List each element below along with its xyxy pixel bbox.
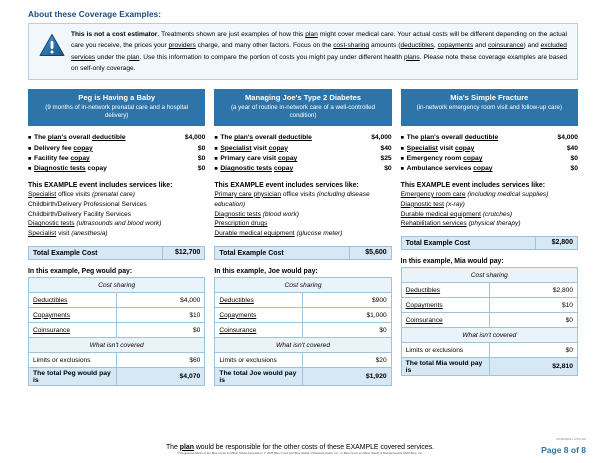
fact-row — [214, 144, 391, 154]
service-item: Diagnostic tests (blood work) — [214, 210, 299, 218]
service-item: Childbirth/Delivery Professional Services — [28, 200, 147, 208]
not-covered-header: What isn't covered — [29, 338, 205, 353]
fact-value: $25 — [380, 155, 392, 163]
square-bullet-icon: ■ — [214, 135, 218, 142]
footer-responsibility-note: The plan would be responsible for the other costs of these EXAMPLE covered services. — [165, 443, 435, 451]
fact-value: $0 — [197, 165, 206, 173]
services-list-peg — [28, 182, 205, 239]
page-title: About these Coverage Examples: — [28, 10, 162, 19]
table-row — [401, 298, 577, 313]
example-column-joe — [214, 89, 391, 386]
pay-title: In this example, Peg would pay: — [28, 268, 133, 276]
square-bullet-icon: ■ — [400, 156, 405, 163]
services-title: This EXAMPLE event includes services like: — [400, 181, 546, 189]
total-example-cost-peg — [28, 246, 205, 260]
table-row — [401, 343, 577, 358]
fact-label: Diagnostic tests copay — [34, 165, 107, 173]
table-total-row — [215, 368, 391, 386]
warning-triangle-icon — [35, 29, 69, 57]
total-pay-label: The total Peg would pay is — [29, 368, 117, 386]
fact-label: The plan's overall deductible — [34, 134, 126, 142]
total-label: Total Example Cost — [33, 249, 98, 257]
cost-sharing-table-mia — [401, 267, 578, 376]
service-item: Diagnostic test (x-ray) — [400, 200, 465, 208]
fact-value: $4,000 — [371, 134, 392, 142]
row-label: Copayments — [215, 308, 303, 323]
example-header-mia — [401, 89, 578, 126]
fact-label: Diagnostic tests copay — [220, 165, 294, 173]
table-row — [29, 353, 205, 368]
example-header-joe — [214, 89, 391, 126]
fact-row — [401, 164, 578, 174]
fact-value: $0 — [570, 165, 578, 173]
total-label: Total Example Cost — [219, 249, 284, 257]
fact-label: Emergency room copay — [406, 155, 483, 163]
fact-row — [28, 144, 205, 154]
table-row — [29, 308, 205, 323]
row-value: $0 — [489, 313, 577, 328]
notice-box — [28, 23, 578, 80]
fact-value: $0 — [570, 155, 578, 163]
total-value: $2,800 — [535, 237, 577, 249]
table-section-row — [29, 278, 205, 293]
fact-row — [214, 133, 391, 143]
example-column-mia — [401, 89, 578, 386]
cost-sharing-table-peg — [28, 277, 205, 386]
table-row — [215, 323, 391, 338]
fact-label: Delivery fee copay — [34, 144, 93, 152]
row-value: $0 — [117, 323, 205, 338]
cost-sharing-header: Cost sharing — [401, 268, 577, 283]
page-footer — [0, 444, 600, 455]
table-section-row — [215, 278, 391, 293]
total-pay-value: $1,920 — [303, 368, 391, 386]
table-section-row — [29, 338, 205, 353]
row-value: $60 — [117, 353, 205, 368]
row-value: $900 — [303, 293, 391, 308]
square-bullet-icon: ■ — [28, 156, 32, 163]
row-value: $1,000 — [303, 308, 391, 323]
table-row — [215, 293, 391, 308]
fact-row — [401, 154, 578, 164]
fact-row — [401, 144, 578, 154]
example-title: Peg is Having a Baby — [78, 93, 156, 103]
total-label: Total Example Cost — [405, 239, 471, 247]
plan-facts-joe — [214, 133, 391, 175]
square-bullet-icon: ■ — [214, 145, 218, 152]
row-value: $4,000 — [117, 293, 205, 308]
examples-columns — [28, 89, 578, 386]
table-section-row — [215, 338, 391, 353]
fact-row — [214, 154, 391, 164]
square-bullet-icon: ■ — [400, 166, 405, 173]
table-row — [401, 313, 577, 328]
fact-row — [28, 164, 205, 174]
cost-sharing-header: Cost sharing — [215, 278, 391, 293]
total-pay-value: $4,070 — [117, 368, 205, 386]
print-timestamp: 00/00/0000 | 1/1% AM — [556, 437, 586, 441]
plan-facts-peg — [28, 133, 205, 175]
example-subtitle: (in-network emergency room visit and follow-up care) — [416, 103, 563, 111]
row-label: Copayments — [29, 308, 117, 323]
fact-value: $4,000 — [557, 134, 578, 142]
services-list-mia — [401, 182, 578, 230]
table-total-row — [29, 368, 205, 386]
total-pay-label: The total Joe would pay is — [215, 368, 303, 386]
row-value: $10 — [117, 308, 205, 323]
service-item: Diagnostic tests (ultrasounds and blood work) — [28, 220, 162, 228]
fact-value: $0 — [197, 155, 206, 163]
fact-row — [28, 133, 205, 143]
table-section-row — [401, 268, 577, 283]
fact-row — [401, 133, 578, 143]
notice-text — [69, 29, 569, 74]
table-row — [29, 323, 205, 338]
footer-fine-print: ® Registered Marks of the Blue Cross and Blue Shield Association. © 2025 Blue Cross and Blue Shield of Massachusetts, Inc., or Blue Cross and Blue Shield of Massachusetts HMO Blue, Inc. — [177, 450, 423, 455]
services-title: This EXAMPLE event includes services like: — [214, 181, 359, 189]
notice-lead: This is not a cost estimator — [71, 31, 158, 38]
table-row — [401, 283, 577, 298]
row-label: Limits or exclusions — [215, 353, 303, 368]
plan-facts-mia — [401, 133, 578, 175]
service-item: Childbirth/Delivery Facility Services — [28, 210, 131, 218]
square-bullet-icon: ■ — [214, 166, 218, 173]
table-total-row — [401, 358, 577, 376]
row-value: $2,800 — [489, 283, 577, 298]
total-example-cost-joe — [214, 246, 391, 260]
service-item: Durable medical equipment (glucose meter) — [214, 230, 343, 238]
pay-title: In this example, Mia would pay: — [400, 258, 504, 266]
services-list-joe — [214, 182, 391, 239]
services-title: This EXAMPLE event includes services like: — [28, 181, 173, 189]
cost-sharing-table-joe — [214, 277, 391, 386]
pay-title: In this example, Joe would pay: — [214, 268, 318, 276]
total-value: $12,700 — [162, 247, 204, 259]
service-item: Specialist visit (anesthesia) — [28, 230, 108, 238]
fact-row — [28, 154, 205, 164]
square-bullet-icon: ■ — [214, 156, 218, 163]
table-row — [215, 353, 391, 368]
example-title: Managing Joe's Type 2 Diabetes — [244, 93, 361, 103]
fact-label: The plan's overall deductible — [220, 134, 312, 142]
row-label: Coinsurance — [215, 323, 303, 338]
total-pay-label: The total Mia would pay is — [401, 358, 489, 376]
fact-label: Specialist visit copay — [220, 144, 288, 152]
row-label: Deductibles — [401, 283, 489, 298]
table-row — [29, 293, 205, 308]
service-item: Rehabilitation services (physical therapy) — [400, 220, 521, 228]
square-bullet-icon: ■ — [400, 145, 405, 152]
page-number: Page 8 of 8 — [541, 445, 586, 455]
example-header-peg — [28, 89, 205, 126]
fact-label: Specialist visit copay — [406, 144, 475, 152]
not-covered-header: What isn't covered — [215, 338, 391, 353]
example-subtitle: (a year of routine in-network care of a well-controlled condition) — [230, 103, 376, 119]
total-pay-value: $2,810 — [489, 358, 577, 376]
example-column-peg — [28, 89, 205, 386]
total-example-cost-mia — [401, 236, 578, 250]
service-item: Primary care physician office visits (including disease education) — [214, 190, 370, 208]
table-section-row — [401, 328, 577, 343]
row-label: Coinsurance — [29, 323, 117, 338]
row-label: Copayments — [401, 298, 489, 313]
notice-body: . Treatments shown are just examples of how this plan might cover medical care. Your actual costs will be different depending on the actual care you receive, the prices your providers charge, and many other factors. Focus on the cost-sharing amounts (deductibles, copayments and coinsurance) and excluded services under the plan. Use this information to compare the portion of costs you might pay under different health plans. Please note these coverage examples are based on self-only coverage. — [71, 31, 567, 72]
fact-value: $40 — [380, 144, 392, 152]
row-value: $0 — [303, 323, 391, 338]
row-value: $20 — [303, 353, 391, 368]
row-label: Deductibles — [215, 293, 303, 308]
square-bullet-icon: ■ — [28, 166, 32, 173]
total-value: $5,600 — [349, 247, 391, 259]
not-covered-header: What isn't covered — [401, 328, 577, 343]
fact-value: $4,000 — [184, 134, 206, 142]
fact-value: $40 — [566, 144, 578, 152]
row-label: Limits or exclusions — [401, 343, 489, 358]
square-bullet-icon: ■ — [28, 145, 32, 152]
fact-value: $0 — [384, 165, 392, 173]
service-item: Specialist office visits (prenatal care) — [28, 190, 135, 198]
square-bullet-icon: ■ — [400, 135, 405, 142]
row-label: Limits or exclusions — [29, 353, 117, 368]
table-row — [215, 308, 391, 323]
fact-value: $0 — [197, 144, 206, 152]
example-title: Mia's Simple Fracture — [450, 93, 529, 103]
cost-sharing-header: Cost sharing — [29, 278, 205, 293]
service-item: Durable medical equipment (crutches) — [400, 210, 513, 218]
fact-row — [214, 164, 391, 174]
fact-label: Primary care visit copay — [220, 155, 298, 163]
row-value: $0 — [489, 343, 577, 358]
row-label: Deductibles — [29, 293, 117, 308]
service-item: Prescription drugs — [214, 220, 268, 228]
row-value: $10 — [489, 298, 577, 313]
fact-label: Facility fee copay — [34, 155, 90, 163]
example-subtitle: (9 months of in-network prenatal care and a hospital delivery) — [45, 103, 189, 119]
fact-label: Ambulance services copay — [406, 165, 493, 173]
service-item: Emergency room care (including medical supplies) — [400, 190, 549, 198]
square-bullet-icon: ■ — [28, 135, 32, 142]
fact-label: The plan's overall deductible — [406, 134, 499, 142]
row-label: Coinsurance — [401, 313, 489, 328]
